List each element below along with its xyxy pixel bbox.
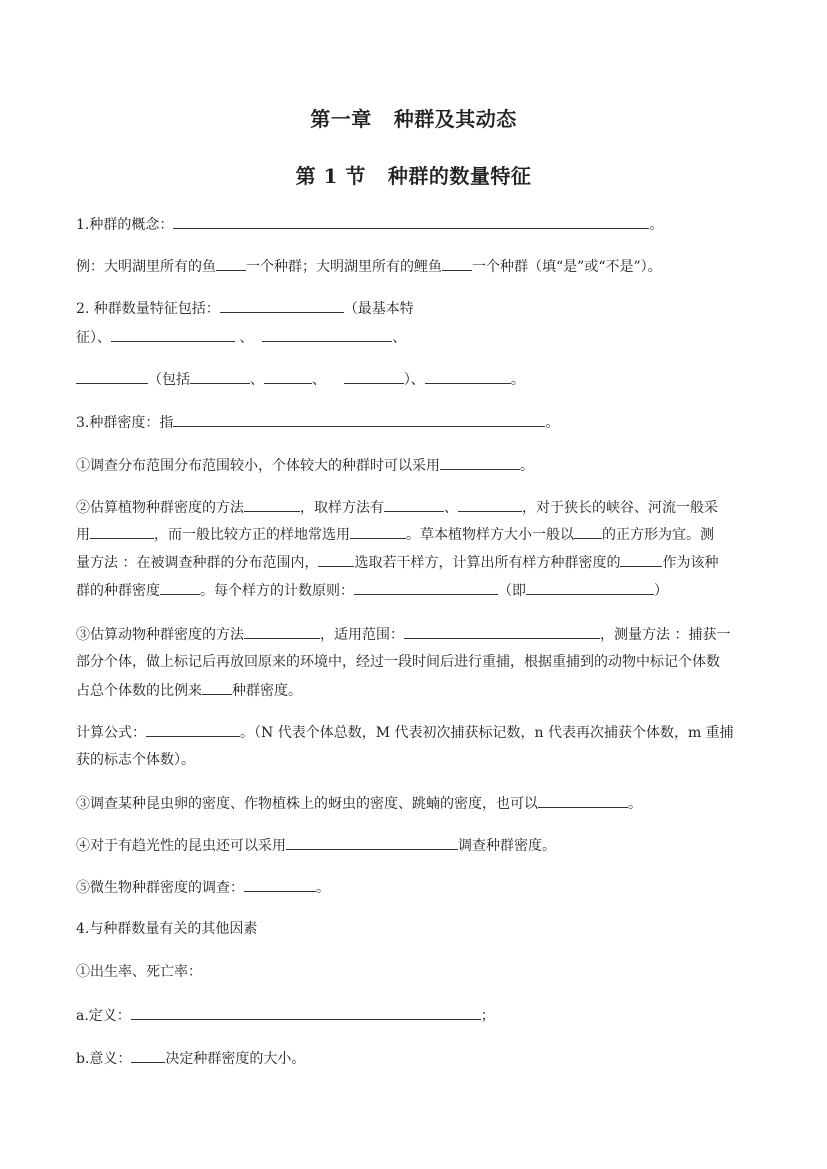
q3-plant-line-1 [76, 497, 752, 518]
q3-plant-line-3 [76, 552, 752, 573]
q4-text: 4.与种群数量有关的其他因素 [76, 921, 258, 937]
blank[interactable] [384, 497, 444, 512]
blank[interactable] [190, 369, 250, 384]
chapter-title [0, 103, 827, 132]
microbe-end: 。 [316, 880, 330, 896]
plant-density: 群的种群密度 [76, 583, 160, 599]
example-part-1: 例：大明湖里所有的鱼 [76, 259, 216, 275]
definition-end: ； [480, 1008, 495, 1024]
significance-line [76, 1048, 752, 1069]
blank[interactable] [574, 524, 602, 539]
q3-animal-line-1 [76, 624, 752, 645]
animal-scope: ，适用范围： [320, 627, 404, 643]
blank[interactable] [526, 580, 654, 595]
plant-square-end: 的正方形为宜。测 [602, 527, 714, 543]
plant-measure-3: 作为该种 [662, 555, 719, 571]
blank[interactable] [350, 524, 406, 539]
q3-animal-line-3 [76, 680, 752, 701]
animal-description: 部分个体，做上标记后再放回原来的环境中，经过一段时间后进行重捕，根据重捕到的动物中标记个体数 [76, 654, 720, 670]
blank[interactable] [538, 793, 628, 808]
q2-sep: 、 [250, 372, 264, 388]
q2-end: 。 [510, 372, 525, 388]
formula-note: 。（N 代表个体总数，M 代表初次捕获标记数，n 代表再次捕获个体数，m 重捕 [240, 725, 734, 741]
formula-label: 计算公式： [76, 725, 146, 741]
significance-label: b.意义： [76, 1051, 132, 1067]
blank[interactable] [344, 369, 404, 384]
plant-size: 。草本植物样方大小一般以 [406, 527, 574, 543]
microbe-line [76, 877, 752, 898]
q1-end: 。 [649, 217, 664, 233]
blank[interactable] [262, 327, 392, 342]
animal-method: ③估算动物种群密度的方法 [76, 627, 244, 643]
q3-method-1-text: ①调查分布范围分布范围较小，个体较大的种群时可以采用 [76, 458, 440, 474]
blank[interactable] [440, 455, 520, 470]
blank[interactable] [173, 412, 545, 427]
blank[interactable] [244, 497, 300, 512]
q3-plant-line-4 [76, 580, 752, 601]
blank[interactable] [458, 497, 522, 512]
plant-count-rule: 。每个样方的计数原则： [200, 583, 354, 599]
chapter-name: 种群及其动态 [393, 107, 517, 131]
blank[interactable] [131, 1048, 165, 1063]
phototaxis-text: ④对于有趋光性的昆虫还可以采用 [76, 838, 286, 854]
blank[interactable] [404, 624, 600, 639]
significance-end: 决定种群密度的大小。 [165, 1051, 306, 1067]
chapter-number: 第一章 [310, 107, 372, 131]
q2-label: 2. 种群数量特征包括： [76, 301, 220, 317]
q2-sep: 、 [312, 372, 326, 388]
blank[interactable] [442, 256, 472, 271]
q2-line-3 [76, 369, 752, 390]
animal-measure: ，测量方法 ：捕获一 [600, 627, 731, 643]
section-name: 种群的数量特征 [387, 164, 532, 188]
q2-sep: ）、 [403, 372, 425, 388]
plant-ie-end: ） [654, 583, 668, 599]
plant-ie: （即 [498, 583, 526, 599]
blank[interactable] [160, 580, 200, 595]
q3-density [76, 412, 752, 433]
q2-note-end: 征）、 [76, 330, 111, 346]
q2-sep: 、 [392, 330, 407, 346]
animal-ratio-end: 种群密度。 [232, 683, 302, 699]
q2-sep: 、 [239, 330, 254, 346]
plant-sampling: ，取样方法有 [300, 500, 384, 516]
plant-use: 用 [76, 527, 90, 543]
example-part-3: 一个种群（填“是”或“不是”）。 [472, 259, 662, 275]
blank[interactable] [76, 369, 148, 384]
q2-line-1 [76, 298, 752, 319]
blank[interactable] [146, 722, 240, 737]
q1-label: 1.种群的概念： [76, 217, 174, 233]
plant-square: ，而一般比较方正的样地常选用 [154, 527, 350, 543]
plant-method: ②估算植物种群密度的方法 [76, 500, 244, 516]
plant-sep: 、 [444, 500, 458, 516]
insect-egg-text: ③调查某种昆虫卵的密度、作物植株上的蚜虫的密度、跳蝻的密度，也可以 [76, 796, 538, 812]
formula-line-1 [76, 722, 752, 743]
q2-include: （包括 [148, 372, 190, 388]
plant-narrow: ，对于狭长的峡谷、河流一般采 [522, 500, 718, 516]
definition-label: a.定义： [76, 1008, 131, 1024]
q3-method-1-end: 。 [520, 458, 534, 474]
microbe-text: ⑤微生物种群密度的调查： [76, 880, 244, 896]
plant-measure: 量方法 ：在被调查种群的分布范围内， [76, 555, 319, 571]
q2-line-2 [76, 327, 752, 348]
blank[interactable] [131, 1005, 481, 1020]
blank[interactable] [620, 552, 662, 567]
blank[interactable] [202, 680, 232, 695]
q3-label: 3.种群密度：指 [76, 415, 174, 431]
blank[interactable] [111, 327, 235, 342]
plant-measure-2: 选取若干样方，计算出所有样方种群密度的 [354, 555, 621, 571]
definition-line [76, 1005, 752, 1026]
phototaxis-line [76, 835, 752, 856]
q3-end: 。 [545, 415, 560, 431]
blank[interactable] [425, 369, 511, 384]
blank[interactable] [244, 624, 320, 639]
blank[interactable] [90, 524, 154, 539]
blank[interactable] [244, 877, 316, 892]
blank[interactable] [318, 552, 354, 567]
q4-heading [76, 919, 752, 939]
insect-egg-line [76, 793, 752, 814]
q1-concept [76, 214, 752, 235]
blank[interactable] [220, 298, 344, 313]
phototaxis-end: 调查种群密度。 [458, 838, 556, 854]
q2-note: （最基本特 [343, 301, 414, 317]
blank[interactable] [173, 214, 649, 229]
insect-egg-end: 。 [628, 796, 642, 812]
formula-note-end: 获的标志个体数）。 [76, 752, 195, 768]
section-number: 第 1 节 [295, 164, 366, 188]
birth-death-text: ①出生率、死亡率： [76, 964, 202, 980]
blank[interactable] [264, 369, 312, 384]
blank[interactable] [286, 835, 458, 850]
example-line [76, 256, 752, 277]
q3-method-1 [76, 455, 752, 476]
q3-animal-line-2 [76, 652, 752, 672]
q3-plant-line-2 [76, 524, 752, 545]
birth-death-heading [76, 962, 752, 982]
formula-line-2 [76, 750, 752, 770]
animal-ratio: 占总个体数的比例来 [76, 683, 202, 699]
section-title [0, 160, 827, 189]
example-part-2: 一个种群；大明湖里所有的鲤鱼 [246, 259, 442, 275]
blank[interactable] [354, 580, 498, 595]
blank[interactable] [216, 256, 246, 271]
